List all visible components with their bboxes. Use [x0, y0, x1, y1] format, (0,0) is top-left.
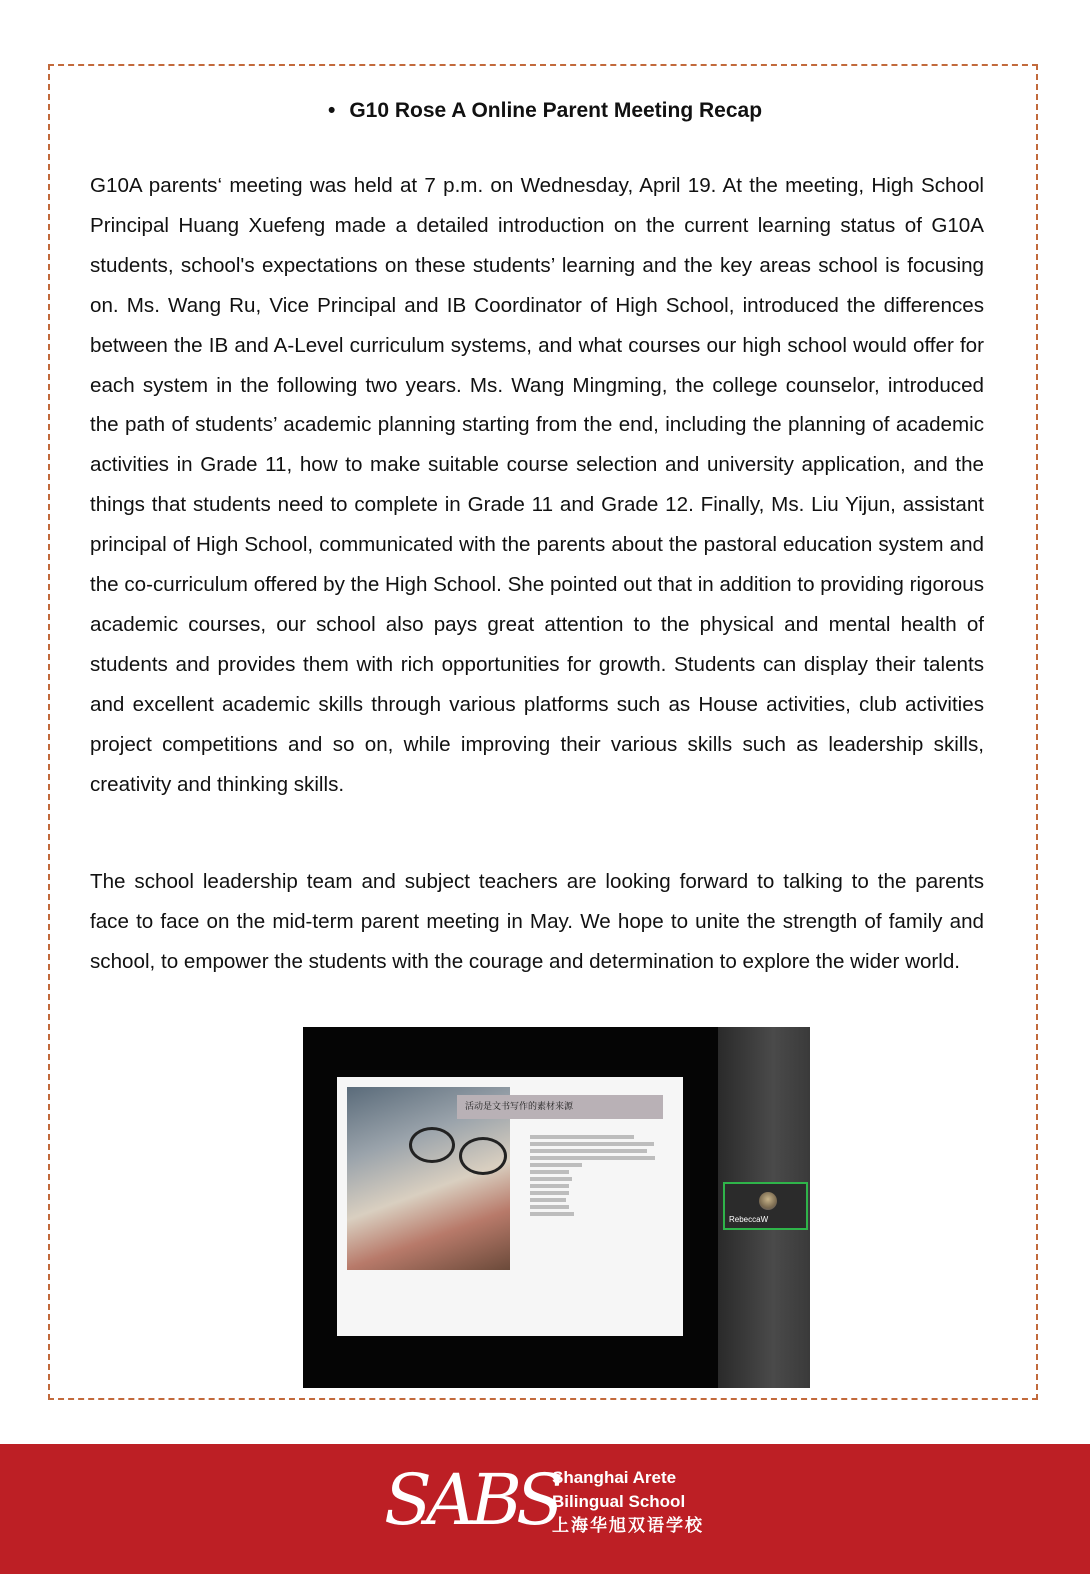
participant-name: RebeccaW	[729, 1215, 769, 1224]
school-name	[552, 1466, 704, 1538]
title-text: G10 Rose A Online Parent Meeting Recap	[349, 99, 763, 122]
school-name-en-line1: Shanghai Arete	[552, 1468, 677, 1487]
slide-title: 活动是文书写作的素材来源	[457, 1095, 663, 1119]
presentation-slide	[337, 1077, 683, 1336]
participant-tile	[723, 1182, 808, 1230]
slide-text-lines	[530, 1132, 660, 1219]
glasses-lens	[409, 1127, 455, 1163]
footer-banner	[0, 1444, 1090, 1574]
page-title	[0, 99, 1090, 123]
glasses-lens	[459, 1137, 507, 1175]
school-logo-mark: SABS	[384, 1459, 558, 1541]
paragraph-1: G10A parents‘ meeting was held at 7 p.m. on Wednesday, April 19. At the meeting, High School Principal Huang Xuefeng made a detailed introduction on the current learning status of G10A students, school's expectations on these students’ learning and the key areas school is focusing on. Ms. Wang Ru, Vice Principal and IB Coordinator of High School, introduced the differences between the IB and A-Level curriculum systems, and what courses our high school would offer for each system in the following two years. Ms. Wang Mingming, the college counselor, introduced the path of students’ academic planning starting from the end, including the planning of academic activities in Grade 11, how to make suitable course selection and university application, and the things that students need to complete in Grade 11 and Grade 12. Finally, Ms. Liu Yijun, assistant principal of High School, communicated with the parents about the pastoral education system and the co-curriculum offered by the High School. She pointed out that in addition to providing rigorous academic courses, our school also pays great attention to the physical and mental health of students and provides them with rich opportunities for growth. Students can display their talents and excellent academic skills through various platforms such as House activities, club activities project competitions and so on, while improving their various skills such as leadership skills, creativity and thinking skills.	[90, 174, 984, 796]
school-name-cn: 上海华旭双语学校	[552, 1516, 704, 1535]
paragraph-2: The school leadership team and subject teachers are looking forward to talking to the parents face to face on the mid-term parent meeting in May. We hope to unite the strength of family and school, to empower the students with the courage and determination to explore the wider world.	[90, 870, 984, 973]
avatar	[759, 1192, 777, 1210]
title-bullet: •	[327, 99, 336, 122]
school-name-en-line2: Bilingual School	[552, 1492, 686, 1511]
meeting-screenshot	[303, 1027, 810, 1388]
